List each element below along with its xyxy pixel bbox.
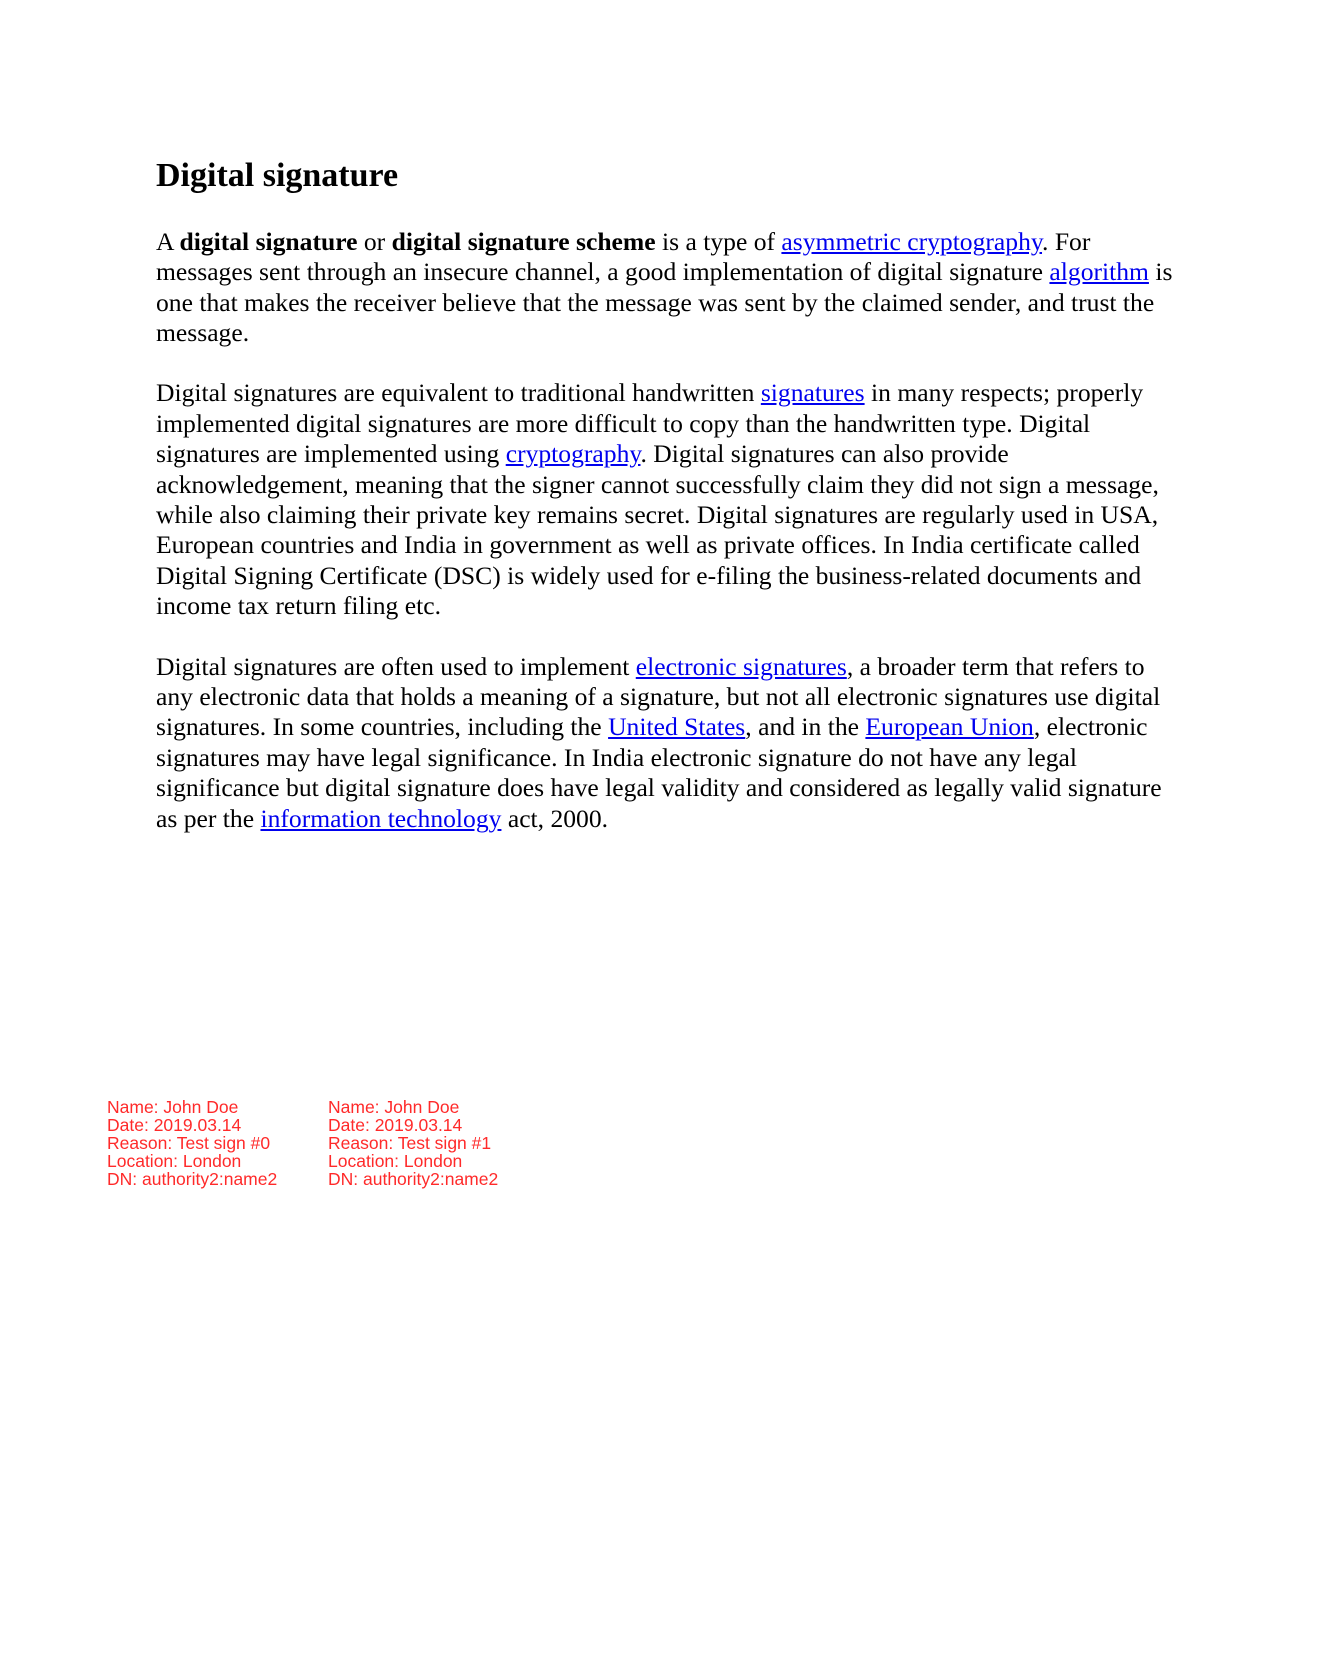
text-run: or [357, 226, 392, 256]
inline-link[interactable]: cryptography [505, 439, 641, 469]
paragraph-container [156, 227, 1186, 834]
text-run: . Digital signatures can also provide acknowledgement, meaning that the signer cannot successfully claim they did not sign a message, while also claiming their private key remains secret. Digital signatures are regularly used in USA, European countries and India in government as well as private offices. In India certificate called Digital Signing Certificate (DSC) is widely used for e-filing the business-related documents and income tax return filing etc. [156, 439, 1159, 621]
text-run: , a broader term that refers to any electronic data that holds a meaning of a signature, but not all electronic signatures use digital signatures. In some countries, including the [156, 651, 1161, 742]
inline-link[interactable]: European Union [865, 712, 1034, 742]
signature-stamp-0[interactable] [107, 1098, 277, 1188]
signature-name: Name: John Doe [107, 1097, 239, 1117]
text-run: act, 2000. [501, 803, 609, 833]
inline-link[interactable]: electronic signatures [635, 651, 847, 681]
signature-dn: DN: authority2:name2 [328, 1169, 499, 1189]
text-run: , and in the [745, 712, 866, 742]
signature-reason: Reason: Test sign #1 [328, 1133, 492, 1153]
inline-link[interactable]: asymmetric cryptography [781, 226, 1043, 256]
text-run: is one that makes the receiver believe that the message was sent by the claimed sender, and trust the message. [156, 257, 1173, 348]
signature-reason: Reason: Test sign #0 [107, 1133, 271, 1153]
body-paragraph [156, 227, 1186, 349]
body-paragraph [156, 652, 1186, 834]
text-run: , electronic signatures may have legal significance. In India electronic signature do not have any legal significance but digital signature does have legal validity and considered as legally valid signature as per the [156, 712, 1162, 833]
text-run: in many respects; properly implemented digital signatures are more difficult to copy than the handwritten type. Digital signatures are implemented using [156, 378, 1144, 469]
inline-link[interactable]: signatures [760, 378, 865, 408]
text-run: Digital signatures are equivalent to traditional handwritten [156, 378, 761, 408]
bold-term: digital signature [179, 226, 358, 256]
text-run: . For messages sent through an insecure channel, a good implementation of digital signature [156, 226, 1091, 287]
signature-dn: DN: authority2:name2 [107, 1169, 278, 1189]
inline-link[interactable]: United States [608, 712, 746, 742]
text-run: is a type of [655, 226, 782, 256]
text-run: Digital signatures are often used to implement [156, 651, 636, 681]
page-title: Digital signature [156, 157, 399, 194]
signature-date: Date: 2019.03.14 [107, 1115, 242, 1135]
body-paragraph [156, 378, 1186, 621]
signature-date: Date: 2019.03.14 [328, 1115, 463, 1135]
signature-location: Location: London [328, 1151, 463, 1171]
text-run: A [156, 226, 180, 256]
bold-term: digital signature scheme [391, 226, 656, 256]
signature-name: Name: John Doe [328, 1097, 460, 1117]
document-body [156, 156, 1186, 864]
signature-location: Location: London [107, 1151, 242, 1171]
inline-link[interactable]: algorithm [1049, 257, 1149, 287]
signature-stamp-1[interactable] [328, 1098, 498, 1188]
inline-link[interactable]: information technology [260, 803, 502, 833]
